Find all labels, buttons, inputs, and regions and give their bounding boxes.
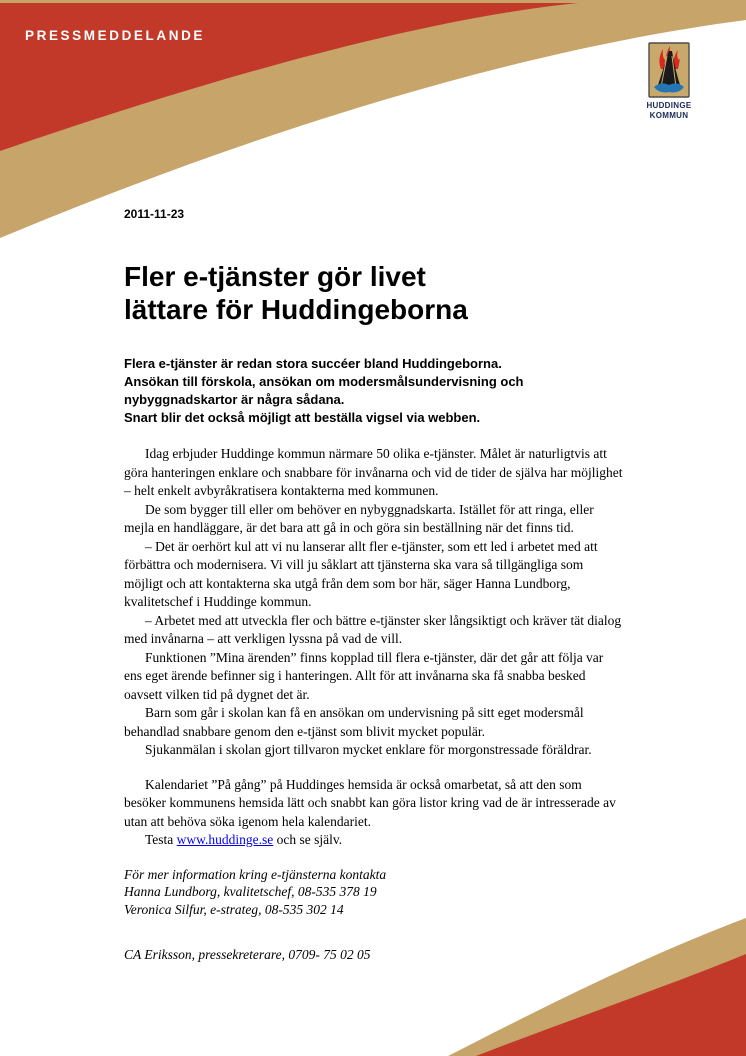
huddinge-website-link[interactable]: www.huddinge.se xyxy=(176,832,274,847)
paragraph-5: Funktionen ”Mina ärenden” finns kopplad till flera e-tjänster, där det går att följa var ens eget ärende befinner sig i hanteringen. Allt för att invånarna ska få snabba besked oavsett vilken tid på dygnet det är. xyxy=(124,649,604,702)
logo-org-line2: KOMMUN xyxy=(649,111,689,120)
document-body xyxy=(124,200,623,964)
paragraph-6: Barn som går i skolan kan få en ansökan om undervisning på sitt eget modersmål behandlad snabbare genom den e-tjänst som blivit mycket populär. xyxy=(124,705,584,739)
press-secretary-line: CA Eriksson, pressekreterare, 0709- 75 02 05 xyxy=(124,947,371,962)
kicker-pressmeddelande: PRESSMEDDELANDE xyxy=(25,28,206,43)
logo-org-name xyxy=(640,101,698,121)
logo-org-line1: HUDDINGE xyxy=(646,101,692,110)
lead-line-2: Ansökan till förskola, ansökan om modersmålsundervisning och nybyggnadskartor är några sådana. xyxy=(124,374,524,407)
testa-text-before: Testa xyxy=(145,832,177,847)
testa-text-after: och se själv. xyxy=(273,832,343,847)
lead-paragraph xyxy=(124,355,623,427)
paragraph-3: – Det är oerhört kul att vi nu lanserar allt fler e-tjänster, som ett led i arbetet med att förbättra och modernisera. Vi vill ju såklart att tjänsterna ska vara så tillgängliga som möjligt och att kontakterna ska utgå från dem som bor här, säger Hanna Lundborg, kvalitetschef i Huddinge kommun. xyxy=(124,538,598,609)
title-line-2: lättare för Huddingeborna xyxy=(124,294,468,325)
title-line-1: Fler e-tjänster gör livet xyxy=(124,261,426,292)
paragraph-8: Kalendariet ”På gång” på Huddinges hemsida är också omarbetat, så att den som besöker kommunens hemsida lätt och snabbt kan göra listor kring vad de är intresserade av utan att behöva söka igenom hela kalendariet. xyxy=(124,776,616,829)
municipal-coat-of-arms-icon xyxy=(648,42,690,98)
paragraph-2: De som bygger till eller om behöver en nybyggnadskarta. Istället för att ringa, eller mejla en handläggare, är det bara att gå in och göra sin beställning när det finns tid. xyxy=(124,501,594,535)
lead-line-1: Flera e-tjänster är redan stora succéer bland Huddingeborna. xyxy=(124,356,502,371)
paragraph-testa xyxy=(124,831,623,850)
paragraph-4: – Arbetet med att utveckla fler och bättre e-tjänster sker långsiktigt och kräver tät dialog med invånarna – att verkligen lyssna på vad de vill. xyxy=(124,612,622,646)
contact-person-1: Hanna Lundborg, kvalitetschef, 08-535 378 19 xyxy=(124,884,377,899)
logo-block xyxy=(640,42,698,121)
footer-curve-graphic xyxy=(0,906,746,1056)
article-text xyxy=(124,445,623,850)
page-title xyxy=(124,260,623,326)
contact-intro: För mer information kring e-tjänsterna kontakta xyxy=(124,866,387,882)
paragraph-7: Sjukanmälan i skolan gjort tillvaron mycket enklare för morgonstressade föräldrar. xyxy=(145,742,592,757)
paragraph-1: Idag erbjuder Huddinge kommun närmare 50 olika e-tjänster. Målet är naturligtvis att göra hanteringen enklare och snabbare för invånarna och vid de tider de själva har möjlighet – helt enkelt avbyråkratisera kontakterna med kommunen. xyxy=(124,446,623,498)
contact-person-2: Veronica Silfur, e-strateg, 08-535 302 14 xyxy=(124,901,344,917)
lead-line-3: Snart blir det också möjligt att beställa vigsel via webben. xyxy=(124,410,481,425)
date: 2011-11-23 xyxy=(124,207,185,221)
